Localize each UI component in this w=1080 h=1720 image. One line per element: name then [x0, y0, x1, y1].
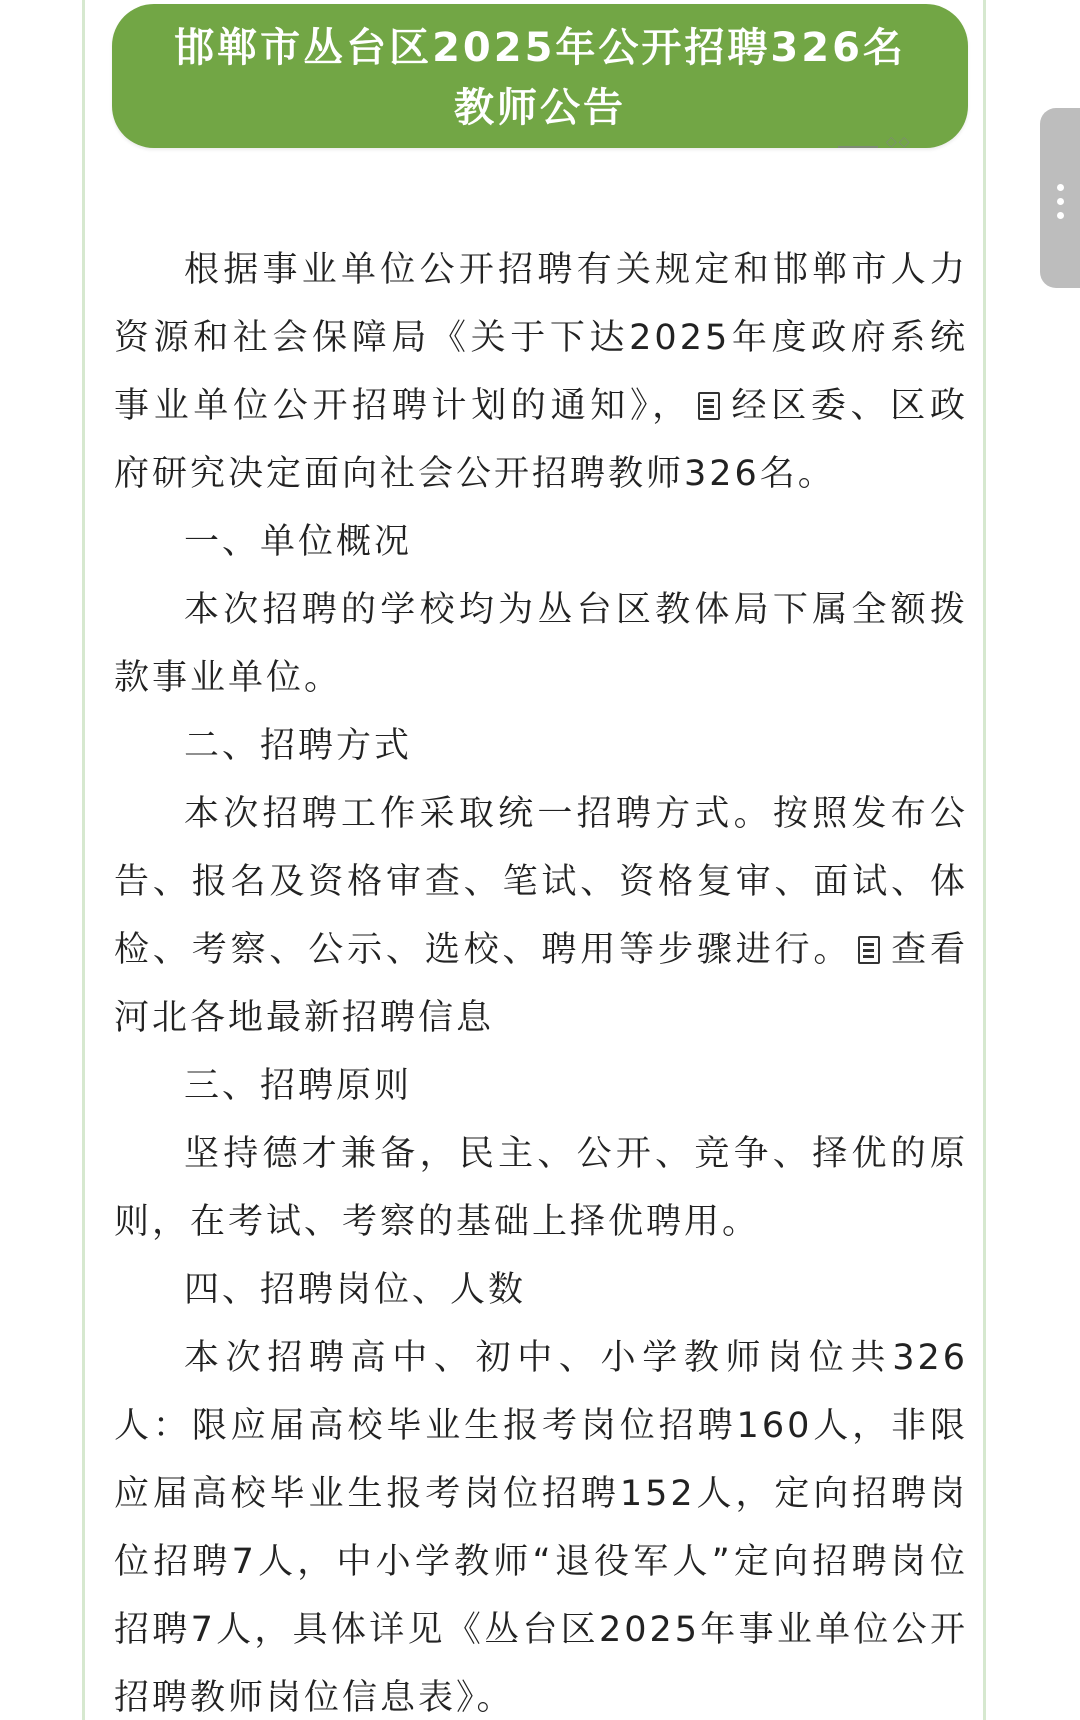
section-heading-4: 四、招聘岗位、人数 — [184, 1270, 527, 1310]
title-line-2: 教师公告 — [454, 85, 626, 131]
menu-dot — [1057, 212, 1064, 219]
title-line-1: 邯郸市丛台区2025年公开招聘326名 — [174, 25, 906, 71]
title-banner — [112, 4, 968, 148]
document-icon[interactable] — [858, 936, 880, 964]
article-body — [114, 236, 968, 1720]
paragraph-principles: 坚持德才兼备，民主、公开、竞争、择优的原则，在考试、考察的基础上择优聘用。 — [114, 1134, 968, 1242]
section-heading-2: 二、招聘方式 — [184, 726, 413, 766]
document-icon[interactable] — [698, 392, 720, 420]
decorative-diamonds: ◇◇ — [886, 134, 912, 150]
hebei-jobs-link[interactable]: 查看河北各地最新招聘信息 — [114, 930, 968, 1038]
paragraph-intro-text-1: 根据事业单位公开招聘有关规定和邯郸市人力资源和社会保障局《关于下达2025年度政府系统事业单位公开招聘计划的通知》， — [114, 250, 968, 426]
paragraph-recruit-method-text: 本次招聘工作采取统一招聘方式。按照发布公告、报名及资格审查、笔试、资格复审、面试、体检、考察、公示、选校、聘用等步骤进行。 — [114, 794, 968, 970]
menu-dot — [1057, 184, 1064, 191]
paragraph-positions: 本次招聘高中、初中、小学教师岗位共326人：限应届高校毕业生报考岗位招聘160人，非限应届高校毕业生报考岗位招聘152人，定向招聘岗位招聘7人，中小学教师“退役军人”定向招聘岗位招聘7人，具体详见《丛台区2025年事业单位公开招聘教师岗位信息表》。 — [114, 1338, 968, 1718]
paragraph-intro-text-2: 经区委、区政府研究决定面向社会公开招聘教师326名。 — [114, 386, 968, 494]
paragraph-unit-overview: 本次招聘的学校均为丛台区教体局下属全额拨款事业单位。 — [114, 590, 968, 698]
section-heading-3: 三、招聘原则 — [184, 1066, 413, 1106]
menu-dot — [1057, 198, 1064, 205]
section-heading-1: 一、单位概况 — [184, 522, 413, 562]
paragraph-intro — [114, 236, 968, 508]
decorative-line — [838, 146, 878, 148]
paragraph-recruit-method — [114, 780, 968, 1052]
more-vertical-icon[interactable] — [1040, 108, 1080, 288]
